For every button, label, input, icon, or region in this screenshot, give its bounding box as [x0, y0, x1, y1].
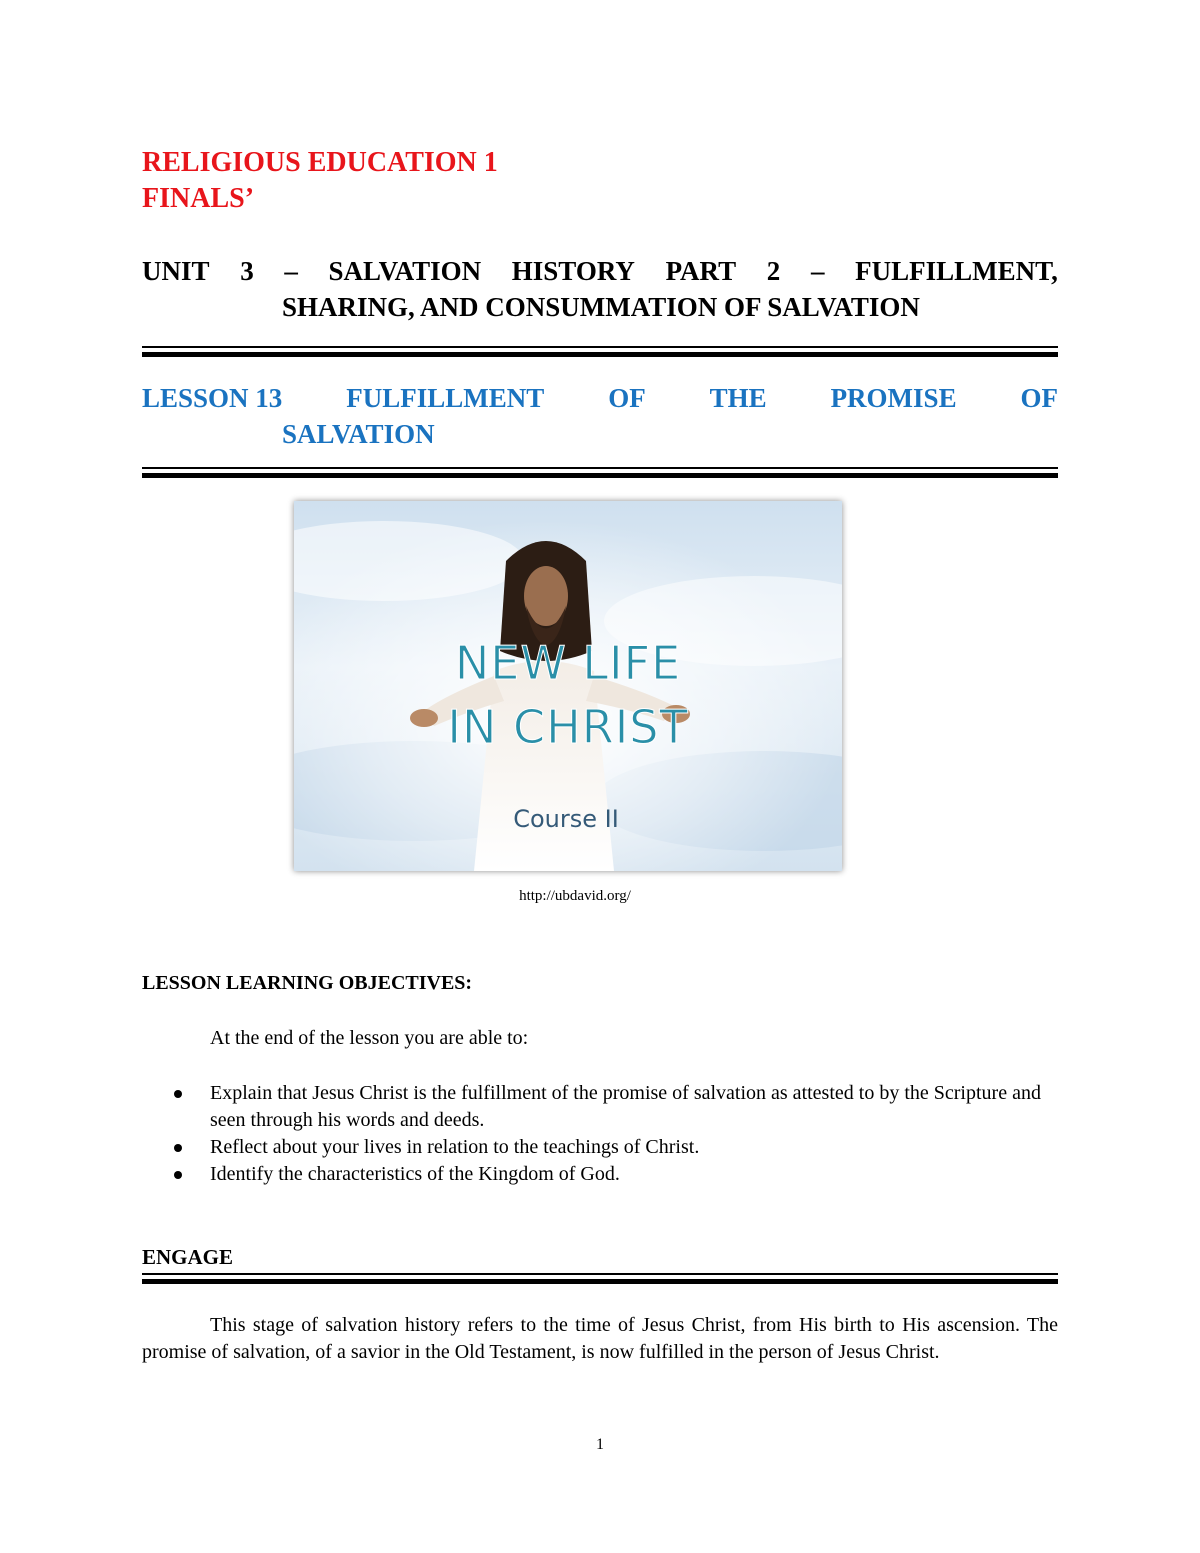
unit-word: UNIT	[142, 256, 210, 286]
unit-title-line1	[142, 253, 1058, 289]
double-rule-bottom	[142, 467, 1058, 478]
lesson-word: THE	[709, 383, 767, 413]
lesson-title-line2: SALVATION	[282, 419, 435, 449]
unit-title	[142, 253, 1058, 325]
objective-text: Explain that Jesus Christ is the fulfillment of the promise of salvation as attested to by the Scripture and seen through his words and deeds.	[210, 1082, 1041, 1131]
bullet-icon	[174, 1090, 182, 1098]
hero-subtitle: Course II	[513, 805, 619, 833]
hero-illustration	[294, 501, 842, 871]
double-rule-top	[142, 346, 1058, 357]
hero-title-line2: IN CHRIST	[447, 700, 689, 754]
course-name: RELIGIOUS EDUCATION 1	[142, 147, 498, 178]
bullet-icon	[174, 1144, 182, 1152]
lesson-title-line1	[142, 380, 1058, 416]
unit-word: –	[284, 256, 298, 286]
objective-text: Reflect about your lives in relation to the teachings of Christ.	[210, 1136, 700, 1158]
lesson-word: FULFILLMENT	[346, 383, 545, 413]
unit-word: –	[810, 256, 825, 286]
unit-title-line2: SHARING, AND CONSUMMATION OF SALVATION	[282, 292, 920, 322]
lesson-word: LESSON 13	[142, 383, 283, 413]
objectives-intro: At the end of the lesson you are able to:	[210, 1027, 529, 1049]
objectives-list	[142, 1080, 1058, 1188]
unit-word: FULFILLMENT,	[855, 256, 1058, 286]
term-label: FINALS’	[142, 183, 255, 214]
engage-rule	[142, 1273, 1058, 1284]
unit-word: SALVATION	[328, 256, 482, 286]
bullet-icon	[174, 1171, 182, 1179]
unit-word: 3	[240, 256, 254, 286]
unit-word: 2	[766, 256, 781, 286]
lesson-title	[142, 380, 1058, 452]
image-credit: http://ubdavid.org/	[519, 888, 631, 904]
objectives-heading: LESSON LEARNING OBJECTIVES:	[142, 972, 473, 994]
lesson-word: OF	[608, 383, 646, 413]
list-item	[142, 1134, 1058, 1161]
hero-title-line1: NEW LIFE	[454, 636, 682, 690]
course-title	[142, 145, 498, 217]
lesson-word: PROMISE	[830, 383, 957, 413]
engage-heading: ENGAGE	[142, 1245, 234, 1269]
lesson-word: OF	[1020, 383, 1058, 413]
hero-image	[294, 501, 842, 871]
unit-word: HISTORY	[511, 256, 635, 286]
engage-paragraph: This stage of salvation history refers to the time of Jesus Christ, from His birth to His ascension. The promise of salvation, of a savior in the Old Testament, is now fulfilled in the person of Jesus Christ.	[142, 1314, 1058, 1363]
objective-text: Identify the characteristics of the Kingdom of God.	[210, 1163, 620, 1185]
page-number: 1	[596, 1436, 604, 1453]
list-item	[142, 1080, 1058, 1134]
list-item	[142, 1161, 1058, 1188]
unit-word: PART	[665, 256, 737, 286]
